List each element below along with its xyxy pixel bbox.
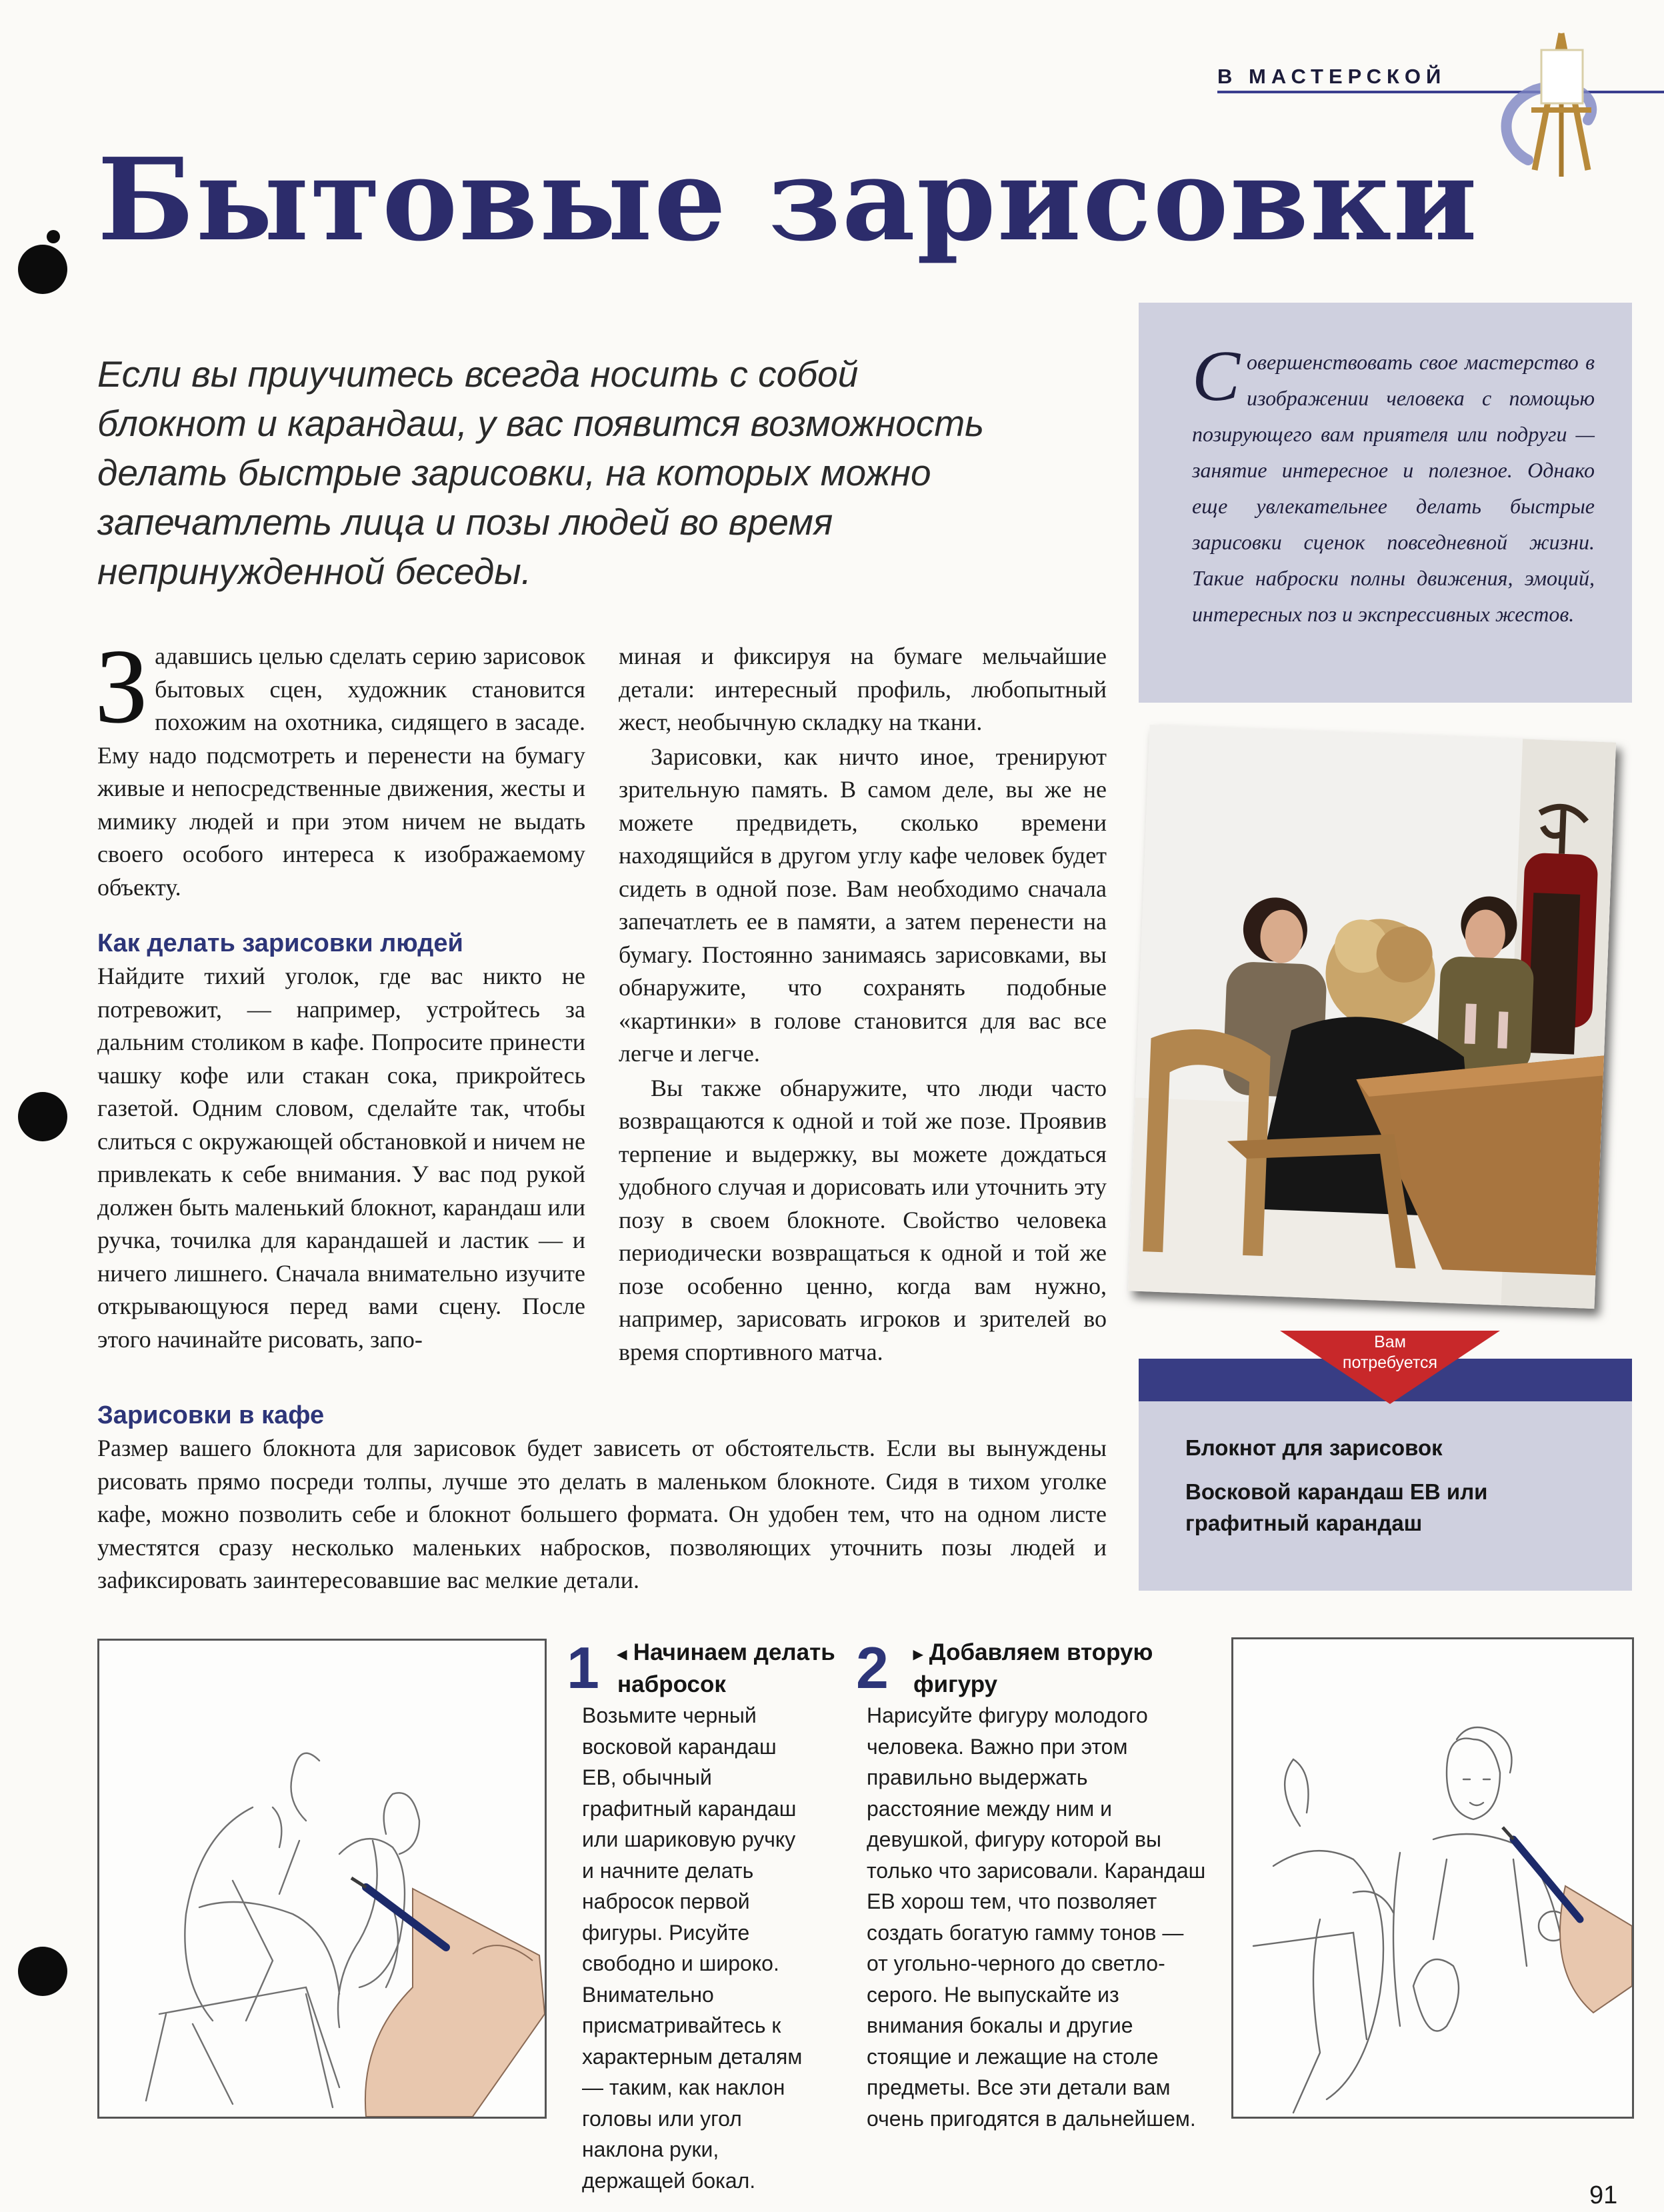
dropcap: З xyxy=(95,627,149,745)
subhead-cafe: Зарисовки в кафе xyxy=(97,1401,325,1429)
title-bullet xyxy=(47,230,60,243)
body-column-1 xyxy=(95,627,585,1356)
needs-tag-line-1: Вам xyxy=(1374,1333,1406,1351)
cafe-paragraph: Размер вашего блокнота для зарисовок будет зависеть от обстоятельств. Если вы вынуждены рисовать прямо посреди толпы, лучше это делать в маленьком блокноте. Сидя в тихом уголке кафе, можно позволить себе и блокнот большего формата. Он удобен тем, что на одном листе уместятся сразу несколько маленьких набросков, позволяющих уточнить позы людей и зафиксировать заинтересовавшие вас мелкие детали. xyxy=(97,1435,1107,1593)
needs-tag-line-2: потребуется xyxy=(1342,1353,1438,1372)
step-1-title: Начинаем делать набросок xyxy=(617,1639,835,1697)
cafe-section xyxy=(97,1399,1107,1597)
subhead-how-to: Как делать зарисовки людей xyxy=(97,929,463,957)
intro-paragraph xyxy=(95,627,585,904)
section-label: В МАСТЕРСКОЙ xyxy=(1217,65,1447,88)
step-2-body: Нарисуйте фигуру молодого человека. Важно при этом правильно выдержать расстояние между ним и девушкой, фигуру которой вы только что зарисовали. Карандаш ЕВ хорош тем, что позволяет создать богатую гамму тонов — от угольно-черного до светло-серого. Не выпускайте из внимания бокалы и другие стоящие и лежащие на столе предметы. Все эти детали вам очень пригодятся в дальнейшем. xyxy=(867,1703,1206,2131)
step-1-body: Возьмите черный восковой карандаш ЕВ, обычный графитный карандаш или шариковую ручку и начните делать набросок первой фигуры. Рисуйте свободно и широко. Внимательно присматривайтесь к характерным деталям — таким, как наклон головы или угол наклона руки, держащей бокал. xyxy=(582,1703,803,2193)
lead-paragraph: Если вы приучитесь всегда носить с собой блокнот и карандаш, у вас появится возможность делать быстрые зарисовки, на которых можно запечатлеть лица и позы людей во время непринужденной беседы. xyxy=(97,353,985,592)
quote-body: овершенствовать свое мастерство в изображении человека с помощью позирующего вам приятеля или подруги — занятие интересное и полезное. Однако еще увлекательнее делать быстрые зарисовки сценок повседневной жизни. Такие наброски полны движения, эмоций, интересных поз и экспрессивных жестов. xyxy=(1192,350,1595,626)
cafe-photo-image xyxy=(1128,725,1616,1309)
punch-hole-middle xyxy=(18,1092,67,1141)
how-to-paragraph: Найдите тихий уголок, где вас никто не потревожит, — например, устройтесь за дальним столиком в кафе. Попросите принести чашку кофе или стакан сока, прикройтесь газетой. Одним словом, сделайте так, чтобы слиться с окружающей обстановкой и ничем не привлекать к себе внимания. У вас под рукой должен быть маленький блокнот, карандаш или ручка, точилка для карандашей и ластик — и ничего лишнего. Сначала внимательно изучите открывающуюся перед вами сцену. После этого начинайте рисовать, запо- xyxy=(97,963,585,1353)
step-1-arrow-icon: ◂ xyxy=(617,1643,627,1664)
step-2-number: 2 xyxy=(856,1635,889,1701)
col2-paragraph-3: Вы также обнаружите, что люди часто возвращаются к одной и той же позе. Проявив терпение и выдержку, вы можете дождаться удобного случая и дорисовать или уточнить эту позу в своем блокноте. Свойство человека периодически возвращаться к одной и той же позе особенно ценно, когда вам нужно, например, зарисовать игроков и зрителей во время спортивного матча. xyxy=(619,1074,1107,1365)
step-1-title-block xyxy=(617,1637,837,1700)
sketch-step-1-drawing xyxy=(99,1641,545,2117)
page-title: Бытовые зарисовки xyxy=(97,133,1479,267)
page-number: 91 xyxy=(1589,2181,1618,2209)
sketch-step-1 xyxy=(97,1639,547,2119)
easel-logo-icon xyxy=(1488,27,1621,180)
step-1-number: 1 xyxy=(567,1635,599,1701)
body-column-2 xyxy=(619,640,1107,1369)
step-2-arrow-icon: ▸ xyxy=(913,1643,923,1664)
quote-box xyxy=(1139,303,1632,703)
intro-text: адавшись целью сделать серию зарисовок бытовых сцен, художник становится похожим на охотника, сидящего в засаде. Ему надо подсмотреть и перенести на бумагу живые и непосредственные движения, жесты и мимику людей и при этом ничем не выдать своего особого интереса к изображаемому объекту. xyxy=(97,643,585,901)
col2-paragraph-1: миная и фиксируя на бумаге мельчайшие детали: интересный профиль, любопытный жест, необычную складку на ткани. xyxy=(619,643,1107,735)
cafe-photo xyxy=(1128,725,1616,1309)
quote-initial: С xyxy=(1192,337,1241,416)
sketch-step-2-drawing xyxy=(1233,1639,1632,2117)
needs-item-2: Восковой карандаш ЕВ или графитный карандаш xyxy=(1185,1479,1488,1535)
step-2-title: Добавляем вторую фигуру xyxy=(913,1639,1153,1697)
needs-tag-text xyxy=(1280,1332,1500,1373)
quote-text xyxy=(1192,337,1595,632)
sketch-step-2 xyxy=(1231,1637,1634,2119)
step-2-title-block xyxy=(913,1637,1180,1700)
needs-item-1: Блокнот для зарисовок xyxy=(1185,1435,1443,1460)
punch-hole-bottom xyxy=(18,1947,67,1996)
col2-paragraph-2: Зарисовки, как ничто иное, тренируют зрительную память. В самом деле, вы же не можете предвидеть, сколько времени находящийся в другом углу кафе человек будет сидеть в одной позе. Вам необходимо сначала запечатлеть ее в памяти, а затем перенести на бумагу. Постоянно занимаясь зарисовками, вы обнаружите, что сохранять подобные «картинки» в голове становится для вас все легче и легче. xyxy=(619,743,1107,1067)
punch-hole-top xyxy=(18,245,67,294)
